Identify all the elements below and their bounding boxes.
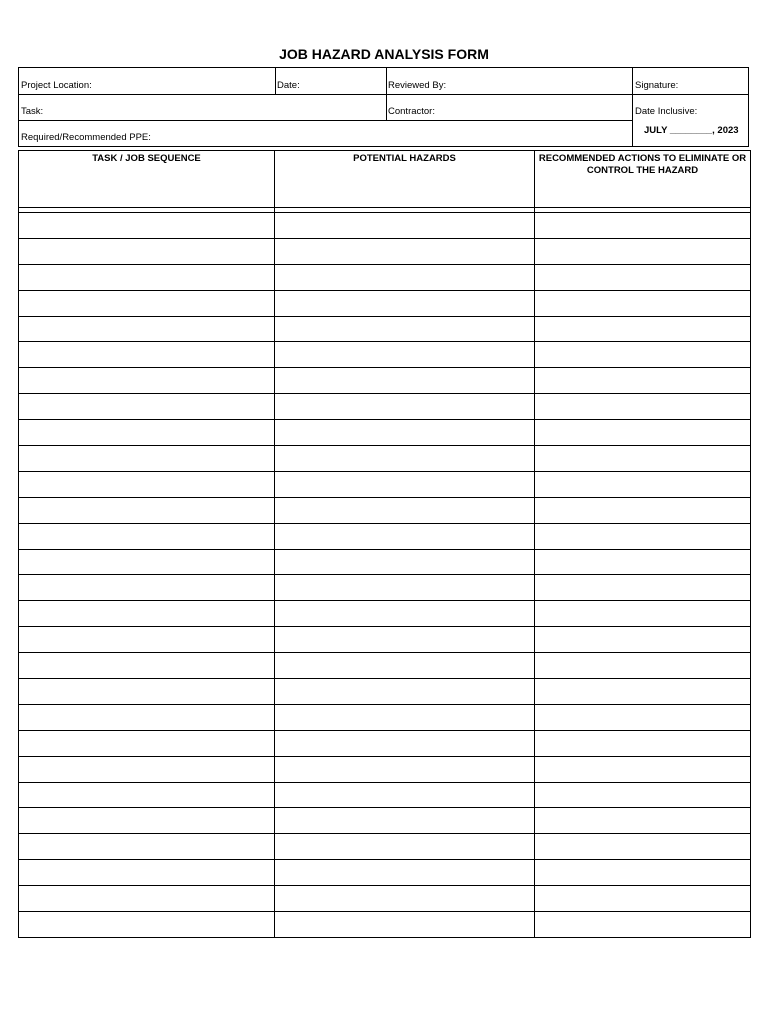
table-row <box>19 549 751 575</box>
action-cell[interactable] <box>535 523 751 549</box>
hazard-table <box>18 150 751 938</box>
action-cell[interactable] <box>535 627 751 653</box>
table-row <box>19 601 751 627</box>
table-row <box>19 704 751 730</box>
action-cell[interactable] <box>535 782 751 808</box>
hazard-cell[interactable] <box>275 912 535 938</box>
action-cell[interactable] <box>535 213 751 239</box>
task-cell[interactable] <box>19 808 275 834</box>
action-cell[interactable] <box>535 575 751 601</box>
hazard-cell[interactable] <box>275 834 535 860</box>
table-row <box>19 782 751 808</box>
task-cell[interactable] <box>19 730 275 756</box>
action-cell[interactable] <box>535 264 751 290</box>
hazard-cell[interactable] <box>275 808 535 834</box>
table-row <box>19 627 751 653</box>
action-cell[interactable] <box>535 834 751 860</box>
hazard-cell[interactable] <box>275 886 535 912</box>
task-cell[interactable] <box>19 523 275 549</box>
hazard-cell[interactable] <box>275 264 535 290</box>
action-cell[interactable] <box>535 368 751 394</box>
header-divider-2 <box>19 120 632 121</box>
task-cell[interactable] <box>19 290 275 316</box>
action-cell[interactable] <box>535 316 751 342</box>
form-header-box <box>18 67 749 147</box>
task-cell[interactable] <box>19 912 275 938</box>
header-col-divider-3 <box>632 68 633 146</box>
task-cell[interactable] <box>19 394 275 420</box>
task-cell[interactable] <box>19 653 275 679</box>
contractor-label: Contractor: <box>388 106 435 117</box>
action-cell[interactable] <box>535 446 751 472</box>
table-row <box>19 368 751 394</box>
hazard-cell[interactable] <box>275 679 535 705</box>
hazard-cell[interactable] <box>275 497 535 523</box>
action-cell[interactable] <box>535 238 751 264</box>
header-col-divider-1 <box>275 68 276 94</box>
signature-label: Signature: <box>635 80 679 91</box>
hazard-cell[interactable] <box>275 316 535 342</box>
task-cell[interactable] <box>19 497 275 523</box>
date-inclusive-label: Date Inclusive: <box>635 106 698 117</box>
action-cell[interactable] <box>535 730 751 756</box>
table-row <box>19 886 751 912</box>
table-row <box>19 264 751 290</box>
task-cell[interactable] <box>19 471 275 497</box>
hazard-cell[interactable] <box>275 575 535 601</box>
hazard-cell[interactable] <box>275 213 535 239</box>
action-cell[interactable] <box>535 860 751 886</box>
task-cell[interactable] <box>19 627 275 653</box>
task-cell[interactable] <box>19 368 275 394</box>
table-row <box>19 834 751 860</box>
task-label: Task: <box>21 106 44 117</box>
task-cell[interactable] <box>19 601 275 627</box>
table-row <box>19 679 751 705</box>
action-cell[interactable] <box>535 912 751 938</box>
hazard-cell[interactable] <box>275 238 535 264</box>
hazard-cell[interactable] <box>275 342 535 368</box>
hazard-cell[interactable] <box>275 782 535 808</box>
task-cell[interactable] <box>19 213 275 239</box>
hazard-cell[interactable] <box>275 394 535 420</box>
table-row <box>19 420 751 446</box>
column-header-task: TASK / JOB SEQUENCE <box>19 151 275 208</box>
task-cell[interactable] <box>19 238 275 264</box>
reviewed-by-label: Reviewed By: <box>388 80 447 91</box>
action-cell[interactable] <box>535 886 751 912</box>
table-row <box>19 290 751 316</box>
table-row <box>19 523 751 549</box>
action-cell[interactable] <box>535 471 751 497</box>
action-cell[interactable] <box>535 497 751 523</box>
task-cell[interactable] <box>19 756 275 782</box>
task-cell[interactable] <box>19 782 275 808</box>
hazard-cell[interactable] <box>275 290 535 316</box>
task-cell[interactable] <box>19 316 275 342</box>
task-cell[interactable] <box>19 342 275 368</box>
action-cell[interactable] <box>535 653 751 679</box>
action-cell[interactable] <box>535 756 751 782</box>
task-cell[interactable] <box>19 446 275 472</box>
table-row <box>19 860 751 886</box>
table-row <box>19 730 751 756</box>
table-row <box>19 471 751 497</box>
hazard-cell[interactable] <box>275 420 535 446</box>
date-label: Date: <box>277 80 300 91</box>
table-row <box>19 238 751 264</box>
table-row <box>19 342 751 368</box>
task-cell[interactable] <box>19 704 275 730</box>
action-cell[interactable] <box>535 420 751 446</box>
hazard-cell[interactable] <box>275 860 535 886</box>
task-cell[interactable] <box>19 860 275 886</box>
task-cell[interactable] <box>19 886 275 912</box>
hazard-cell[interactable] <box>275 653 535 679</box>
table-row <box>19 497 751 523</box>
action-cell[interactable] <box>535 601 751 627</box>
hazard-cell[interactable] <box>275 446 535 472</box>
table-row <box>19 575 751 601</box>
action-cell[interactable] <box>535 342 751 368</box>
hazard-cell[interactable] <box>275 756 535 782</box>
header-divider-1 <box>19 94 748 95</box>
action-cell[interactable] <box>535 549 751 575</box>
task-cell[interactable] <box>19 575 275 601</box>
hazard-cell[interactable] <box>275 368 535 394</box>
date-inclusive-value: JULY ________, 2023 <box>644 125 739 136</box>
table-row <box>19 394 751 420</box>
hazard-cell[interactable] <box>275 471 535 497</box>
task-cell[interactable] <box>19 679 275 705</box>
task-cell[interactable] <box>19 264 275 290</box>
form-title: JOB HAZARD ANALYSIS FORM <box>279 46 489 62</box>
hazard-cell[interactable] <box>275 730 535 756</box>
table-row <box>19 316 751 342</box>
header-col-divider-2 <box>386 68 387 120</box>
table-row <box>19 756 751 782</box>
task-cell[interactable] <box>19 549 275 575</box>
table-row <box>19 653 751 679</box>
hazard-cell[interactable] <box>275 523 535 549</box>
hazard-cell[interactable] <box>275 601 535 627</box>
column-header-actions: RECOMMENDED ACTIONS TO ELIMINATE OR CONTROL THE HAZARD <box>535 151 751 208</box>
action-cell[interactable] <box>535 394 751 420</box>
table-row <box>19 446 751 472</box>
action-cell[interactable] <box>535 679 751 705</box>
column-header-hazards: POTENTIAL HAZARDS <box>275 151 535 208</box>
action-cell[interactable] <box>535 704 751 730</box>
project-location-label: Project Location: <box>21 80 92 91</box>
hazard-cell[interactable] <box>275 627 535 653</box>
table-row <box>19 808 751 834</box>
table-row <box>19 213 751 239</box>
hazard-cell[interactable] <box>275 549 535 575</box>
task-cell[interactable] <box>19 420 275 446</box>
action-cell[interactable] <box>535 290 751 316</box>
table-row <box>19 912 751 938</box>
action-cell[interactable] <box>535 808 751 834</box>
task-cell[interactable] <box>19 834 275 860</box>
ppe-label: Required/Recommended PPE: <box>21 132 151 143</box>
hazard-cell[interactable] <box>275 704 535 730</box>
